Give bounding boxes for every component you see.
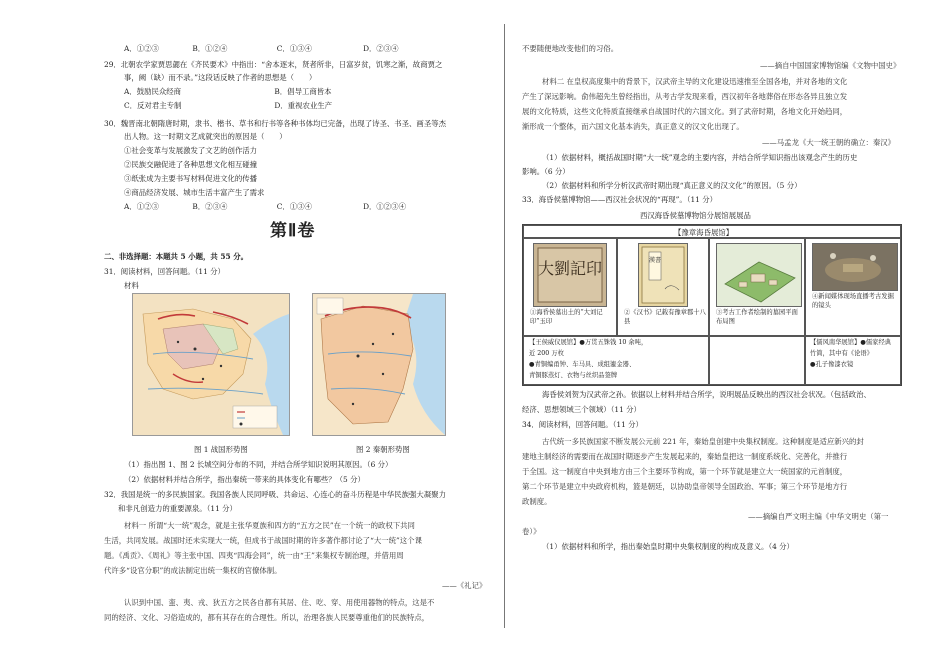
q32-m1-line2: 生活，共同发展。战国时还未实现大一统，但成书于战国时期的许多著作都讨论了“大一统”这个课 — [104, 536, 422, 545]
exhibit-caption-3: ③考古工作者绘制的墓园平面布局图 — [716, 309, 798, 325]
q29-options-row2 — [124, 100, 332, 111]
q28-option-c: C．①③④ — [276, 44, 312, 53]
q32-m2-line1: 材料二 在皇权高度集中的背景下，汉武帝主导的文化建设迅速推至全国各地，并对各地的文化 — [542, 77, 848, 86]
q31-material-label: 材料 — [124, 281, 139, 290]
q32-m1-source: ——《礼记》 — [442, 581, 487, 590]
q31-sub2: （2）依据材料并结合所学，指出秦统一带来的具体变化有哪些？（5 分） — [124, 475, 365, 484]
hall2-line4: 青铜豚蒸灯、衣物与丝织品签牌 — [529, 372, 618, 379]
warring-states-map-graphic — [133, 294, 289, 435]
q33-table-title: 西汉海昏侯墓博物馆分展馆展展品 — [640, 211, 751, 220]
q34-m-line3: 于全国。这一制度自中央到地方由三个主要环节构成，第一个环节就是建立大一统国家的元首制度， — [522, 467, 848, 476]
exhibit-cell-4 — [805, 238, 901, 336]
exhibit-cell-1 — [523, 238, 617, 336]
q31-sub1: （1）指出图 1、图 2 长城空间分布的不同，并结合所学知识说明其原因。（6 分） — [124, 460, 393, 469]
excavation-broadcast-graphic — [813, 244, 897, 290]
q32-stem-2: 和非凡创造力的重要源泉。（11 分） — [118, 504, 237, 513]
book-title-glyphs: 漢書 — [648, 257, 662, 264]
empty-cell — [709, 336, 805, 385]
q29-option-c: C．反对君主专制 — [124, 101, 182, 110]
jade-seal-graphic — [534, 244, 606, 306]
q33-question-2: 经济、思想领域三个领域）（11 分） — [522, 405, 641, 414]
q28-option-d: D．②③④ — [363, 44, 399, 53]
hall1-title: 【豫章海昏展馆】 — [674, 228, 734, 237]
exhibit-table — [522, 224, 902, 386]
q30-stem-1: 30．魏晋南北朝隋唐时期，隶书、楷书、草书和行书等各种书体均已完备，出现了诗圣、书圣、画圣等杰 — [104, 119, 446, 128]
q29-option-d: D．重视农业生产 — [274, 101, 333, 110]
q30-option-b: B．②③④ — [192, 202, 228, 211]
q30-option-d: D．①②③④ — [363, 202, 406, 211]
q32-m2-line2: 产生了深远影响。俞伟超先生曾经指出，从考古学发现来看，西汉初年各地葬俗在形态各异且独立发 — [522, 92, 848, 101]
q32-sub1-line2: 影响。（6 分） — [522, 167, 570, 176]
q30-item-2: ②民族交融促进了各种思想文化相互碰撞 — [124, 160, 258, 169]
qin-dynasty-map — [312, 293, 446, 436]
q34-m-line4: 第二个环节是建立中央政府机构，篮是朝廷，以协助皇帝领导全国政治、军事；第三个环节是地方行 — [522, 482, 848, 491]
q34-source-1: ——摘编自严文明主编《中华文明史（第一 — [748, 512, 889, 521]
hall3-line3: ●孔子像漆衣镜 — [810, 361, 854, 368]
hall2-line1: 【王侯威仪展馆】●万贯五铢钱 10 余吨， — [529, 339, 648, 346]
exhibit-cell-3 — [709, 238, 805, 336]
hall3-line2: 竹简，其中有《论语》 — [810, 350, 873, 357]
excavation-broadcast-image — [812, 243, 898, 291]
q29-options-row1 — [124, 86, 332, 97]
q32-m1-line3: 题。《禹贡》、《周礼》等主张中国、四夷“四海会同”，统一由“王”来集权专制治理，并借用周 — [104, 551, 404, 560]
column-divider — [504, 24, 505, 628]
hall2-line2: 近 200 万枚 — [529, 350, 564, 357]
exhibit-caption-2: ②《汉书》记载有豫章郡十八县 — [624, 309, 706, 325]
q30-option-c: C．①③④ — [276, 202, 312, 211]
q32-cont-line1: 不要随便地改变他们的习俗。 — [522, 44, 619, 53]
q34-sub1: （1）依据材料和所学，指出秦始皇时期中央集权制度的构成及意义。（4 分） — [542, 542, 794, 551]
q30-item-1: ①社会变革与发展激发了文艺的创作活力 — [124, 146, 258, 155]
q32-m1-line4: 代许多“设官分职”的成法制定出统一集权的官僚体制。 — [104, 566, 282, 575]
exhibit-caption-4: ④新闻媒体现场直播考古发掘的镜头 — [812, 293, 894, 309]
q34-m-line2: 建地主制经济的需要而在战国时期逐步产生发展起来的，秦始皇把这一制度系统化、完善化，并推行 — [522, 452, 848, 461]
roll-title: 第Ⅱ卷 — [270, 221, 316, 240]
fig1-caption: 图 1 战国形势图 — [194, 445, 248, 454]
q30-stem-2: 出人物。这一时期文艺成就突出的原因是（ ） — [124, 132, 287, 141]
q32-source1: ——摘自中国国家博物馆编《文物中国史》 — [760, 61, 901, 70]
jade-seal-image — [533, 243, 607, 307]
q33-stem: 33．海昏侯墓博物馆——西汉社会状况的“再现”。（11 分） — [522, 195, 718, 204]
q29-option-a: A．鼓励民众经商 — [124, 87, 182, 96]
tomb-plan-image — [716, 243, 802, 307]
exhibit-cell-2 — [617, 238, 709, 336]
q30-option-a: A．①②③ — [124, 202, 159, 211]
q29-stem-2: 事，阙（缺）而不录。”这段话反映了作者的思想是（ ） — [124, 73, 317, 82]
hanshu-book-image — [638, 243, 688, 307]
tomb-plan-graphic — [717, 244, 801, 306]
q28-options — [124, 43, 399, 54]
q34-m-line1: 古代统一多民族国家不断发展公元前 221 年，秦始皇创建中央集权制度。这种制度是适应新兴的封 — [542, 437, 864, 446]
right-column — [522, 0, 902, 672]
q34-source-2: 卷）》 — [522, 527, 541, 536]
q32-m1-line1: 材料一 所谓“大一统”观念，就是主张华夏族和四方的“五方之民”在一个统一的政权下共同 — [124, 521, 415, 530]
q31-stem: 31．阅读材料，回答问题。（11 分） — [104, 267, 225, 276]
warring-states-map — [132, 293, 290, 436]
q30-options — [124, 201, 406, 212]
hall2-line3: ●青铜编甬钟、车马具、成组鎏金器、 — [529, 361, 636, 368]
q29-stem-1: 29．北朝农学家贾思勰在《齐民要术》中指出：“舍本逐末，贤者所非，日富岁贫，饥寒之渐，故商贾之 — [104, 60, 443, 69]
q34-stem: 34．阅读材料，回答问题。（11 分） — [522, 420, 643, 429]
q32-sub1-line1: （1）依据材料，概括战国时期“大一统”观念的主要内容，并结合所学知识指出该观念产生的历史 — [542, 153, 858, 162]
q33-question-1: 海昏侯刘贺为汉武帝之孙。依据以上材料并结合所学，说明展品反映出的西汉社会状况。（包括政治、 — [542, 390, 871, 399]
q28-option-b: B．①②④ — [192, 44, 228, 53]
q32-m1b-line2: 同的经济、文化、习俗造成的，都有其存在的合理性。所以，治理各族人民要尊重他们的民族特点， — [104, 613, 430, 622]
qin-dynasty-map-graphic — [313, 294, 445, 435]
hall2-cell — [523, 336, 709, 385]
q32-m2-line4: 渐形成一个整体，而六国文化基本消失，真正意义的汉文化出现了。 — [522, 122, 744, 131]
q30-item-4: ④商品经济发展、城市生活丰富产生了需求 — [124, 188, 265, 197]
fig2-caption: 图 2 秦朝形势图 — [356, 445, 410, 454]
q30-item-3: ③纸张成为主要书写材料促进文化的传播 — [124, 174, 258, 183]
hanshu-book-graphic — [639, 244, 687, 306]
q32-stem-1: 32．我国是统一的多民族国家。我国各族人民同呼吸、共命运、心连心的奋斗历程是中华民族强大凝聚力 — [104, 490, 446, 499]
seal-glyphs-top: 大劉記印 — [537, 259, 603, 278]
hall3-line1: 【儒风南华展馆】●儒家经典 — [810, 339, 892, 346]
hall1-header-cell — [523, 225, 901, 238]
q32-sub2: （2）依据材料和所学分析汉武帝时期出现“真正意义的汉文化”的原因。（5 分） — [542, 181, 802, 190]
hall3-cell — [805, 336, 901, 385]
left-column — [104, 0, 496, 672]
q32-m1b-line1: 认识到中国、蛮、夷、戎、狄五方之民各自都有其居、住、吃、穿、用使用器物的特点，这是不 — [124, 598, 435, 607]
q34-m-line5: 政制度。 — [522, 497, 552, 506]
q29-option-b: B．倡导工商皆本 — [274, 87, 332, 96]
q32-m2-line3: 展的文化特质，这些文化特质直接继承自战国时代的六国文化。到了武帝时期，各地文化开始趋同， — [522, 107, 848, 116]
exhibit-caption-1: ①海昏侯墓出土的“大刘记印”玉印 — [530, 309, 603, 325]
section-header: 二、非选择题：本题共 5 小题，共 55 分。 — [104, 252, 248, 261]
q32-source2: ——马孟龙《大一统王朝的确立：秦汉》 — [762, 138, 896, 147]
q28-option-a: A．①②③ — [124, 44, 159, 53]
